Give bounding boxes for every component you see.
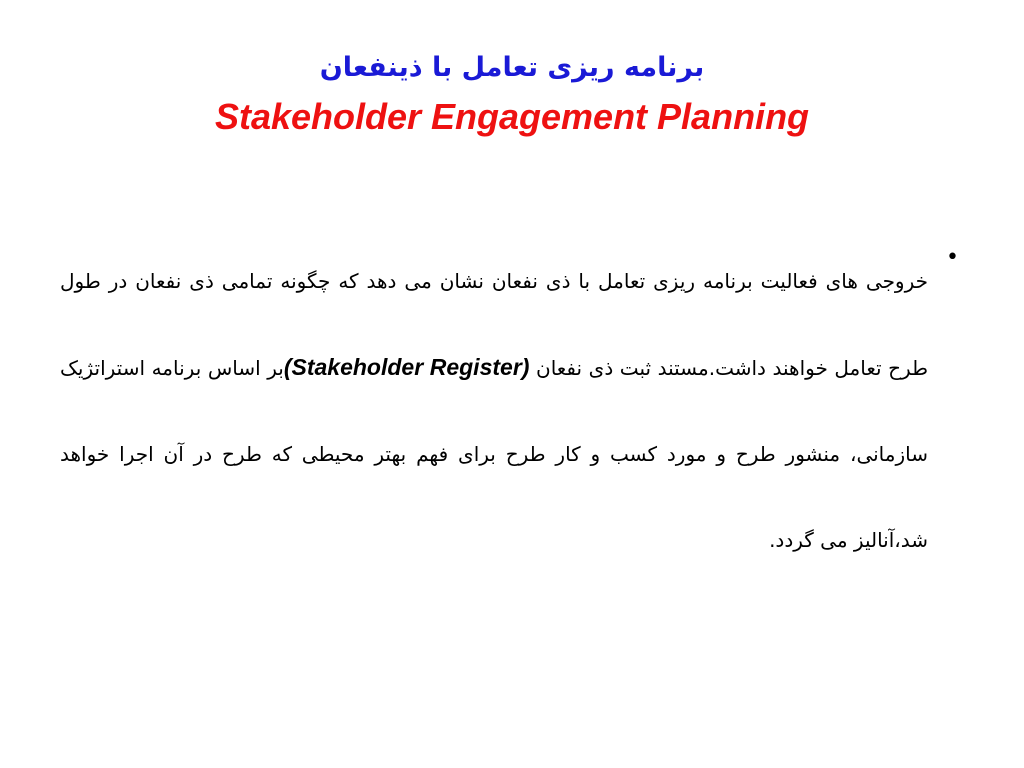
paragraph-text-part1: خروجی های فعالیت برنامه ریزی تعامل با ذی نفعان نشان می دهد که چگونه تمامی ذی نفعان در طول طرح تعامل خواهند داشت.مستند ثبت ذی نفعان [60,269,929,380]
slide-title-persian: برنامه ریزی تعامل با ذینفعان [319,52,705,83]
bullet-paragraph [60,238,928,583]
term-register: Register) [429,354,530,380]
paragraph-text-part2: بر اساس برنامه استراتژیک سازمانی، منشور طرح و مورد کسب و کار طرح برای فهم بهتر محیطی که طرح در آن اجرا خواهد شد،آنالیز می گردد. [60,356,928,552]
slide-title-english: Stakeholder Engagement Planning [214,96,810,137]
bullet-icon: • [946,245,959,270]
term-stakeholder: (Stakeholder [283,354,424,380]
